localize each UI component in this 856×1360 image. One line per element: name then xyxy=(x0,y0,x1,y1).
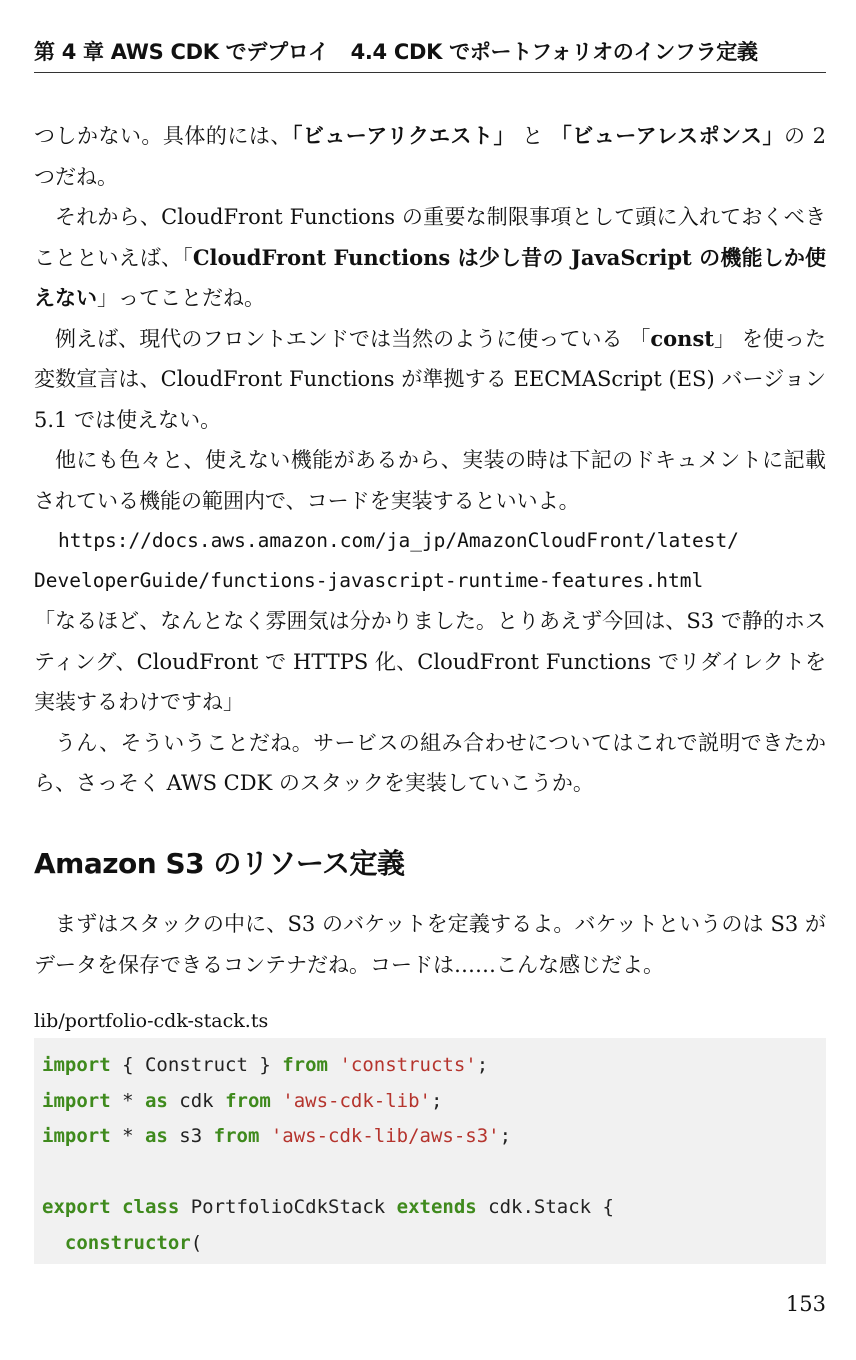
code-line xyxy=(42,1084,818,1120)
keyword: import xyxy=(42,1089,111,1112)
code-block xyxy=(34,1038,826,1264)
keyword: class xyxy=(122,1196,180,1218)
section-heading: Amazon S3 のリソース定義 xyxy=(34,847,405,880)
code-line xyxy=(42,1190,818,1226)
text-span: 例えば、現代のフロントエンドでは当然のように使っている 「 xyxy=(55,326,651,351)
text-span: つしかない。具体的には、 xyxy=(34,124,292,148)
code-blank-line xyxy=(42,1155,818,1191)
text-span: の 2 つだね。 xyxy=(34,124,826,189)
paragraph: まずはスタックの中に、S3 のバケットを定義するよ。バケットというのは S3 がデータを保存できるコンテナだね。コードは……こんな感じだよ。 xyxy=(34,912,826,977)
paragraph xyxy=(34,116,826,197)
code-text xyxy=(259,1125,270,1147)
text-span: それから、CloudFront Functions の重要な制限事項として頭に入れておくべきことといえば、「 xyxy=(34,205,826,270)
code-text: * xyxy=(110,1125,145,1147)
paragraph: 他にも色々と、使えない機能があるから、実装の時は下記のドキュメントに記載されている機能の範囲内で、コードを実装するといいよ。 xyxy=(34,448,826,513)
keyword: from xyxy=(282,1054,328,1076)
paragraph: うん、そういうことだね。サービスの組み合わせについてはこれで説明できたから、さっそく AWS CDK のスタックを実装していこうか。 xyxy=(34,730,826,795)
code-text: { Construct } xyxy=(110,1054,283,1076)
code-text xyxy=(328,1054,339,1076)
code-text: cdk xyxy=(167,1089,226,1112)
keyword: extends xyxy=(396,1196,477,1218)
string-literal: 'aws-cdk-lib' xyxy=(282,1089,431,1112)
code-text: ( xyxy=(190,1231,203,1254)
paragraph xyxy=(34,197,826,319)
bold-text: 「ビューアリクエスト」 xyxy=(291,123,515,148)
keyword: import xyxy=(42,1125,111,1147)
code-text xyxy=(271,1090,282,1112)
code-text: ; xyxy=(476,1054,489,1076)
code-filename: lib/portfolio-cdk-stack.ts xyxy=(34,1010,269,1032)
bold-text: const xyxy=(650,325,714,351)
keyword: constructor xyxy=(64,1231,191,1254)
text-span: 」 を使った変数宣言は、CloudFront Functions が準拠する EECMAScript (ES) バージョン 5.1 では使えない。 xyxy=(34,326,826,432)
code-line xyxy=(42,1119,818,1155)
string-literal: 'aws-cdk-lib/aws-s3' xyxy=(270,1125,500,1147)
code-indent xyxy=(42,1232,65,1254)
code-text: ; xyxy=(499,1125,512,1147)
keyword: from xyxy=(213,1125,260,1147)
code-text: cdk.Stack { xyxy=(476,1196,614,1218)
code-text: * xyxy=(110,1089,145,1112)
page-header xyxy=(34,36,826,73)
body-text xyxy=(34,116,826,804)
paragraph xyxy=(34,319,826,441)
url-line[interactable]: https://docs.aws.amazon.com/ja_jp/AmazonCloudFront/latest/ xyxy=(58,529,739,552)
text-span: と xyxy=(514,124,551,148)
bold-text: 「ビューアレスポンス」 xyxy=(550,123,784,148)
code-line xyxy=(42,1048,818,1084)
keyword: from xyxy=(225,1089,271,1112)
documentation-link[interactable] xyxy=(34,521,826,601)
keyword: as xyxy=(144,1125,168,1147)
code-text: ; xyxy=(431,1089,443,1112)
section-body xyxy=(34,904,826,985)
bold-text: CloudFront Functions は少し昔の JavaScript の機能しか使えない xyxy=(34,244,827,310)
text-span: 」ってことだね。 xyxy=(97,286,265,310)
keyword: as xyxy=(144,1089,168,1112)
section-title: 4.4 CDK でポートフォリオのインフラ定義 xyxy=(350,40,758,64)
code-line xyxy=(42,1226,818,1262)
keyword: export xyxy=(42,1196,111,1218)
url-line[interactable]: DeveloperGuide/functions-javascript-runtime-features.html xyxy=(34,569,704,592)
page-number: 153 xyxy=(785,1292,826,1316)
keyword: import xyxy=(42,1054,111,1076)
code-text: PortfolioCdkStack xyxy=(179,1196,397,1218)
string-literal: 'constructs' xyxy=(339,1054,477,1076)
code-text xyxy=(111,1196,122,1218)
code-text: s3 xyxy=(167,1125,214,1147)
paragraph: 「なるほど、なんとなく雰囲気は分かりました。とりあえず今回は、S3 で静的ホスティング、CloudFront で HTTPS 化、CloudFront Functions でリダイレクトを実装するわけですね」 xyxy=(34,609,826,714)
chapter-title: 第 4 章 AWS CDK でデプロイ xyxy=(34,40,329,64)
